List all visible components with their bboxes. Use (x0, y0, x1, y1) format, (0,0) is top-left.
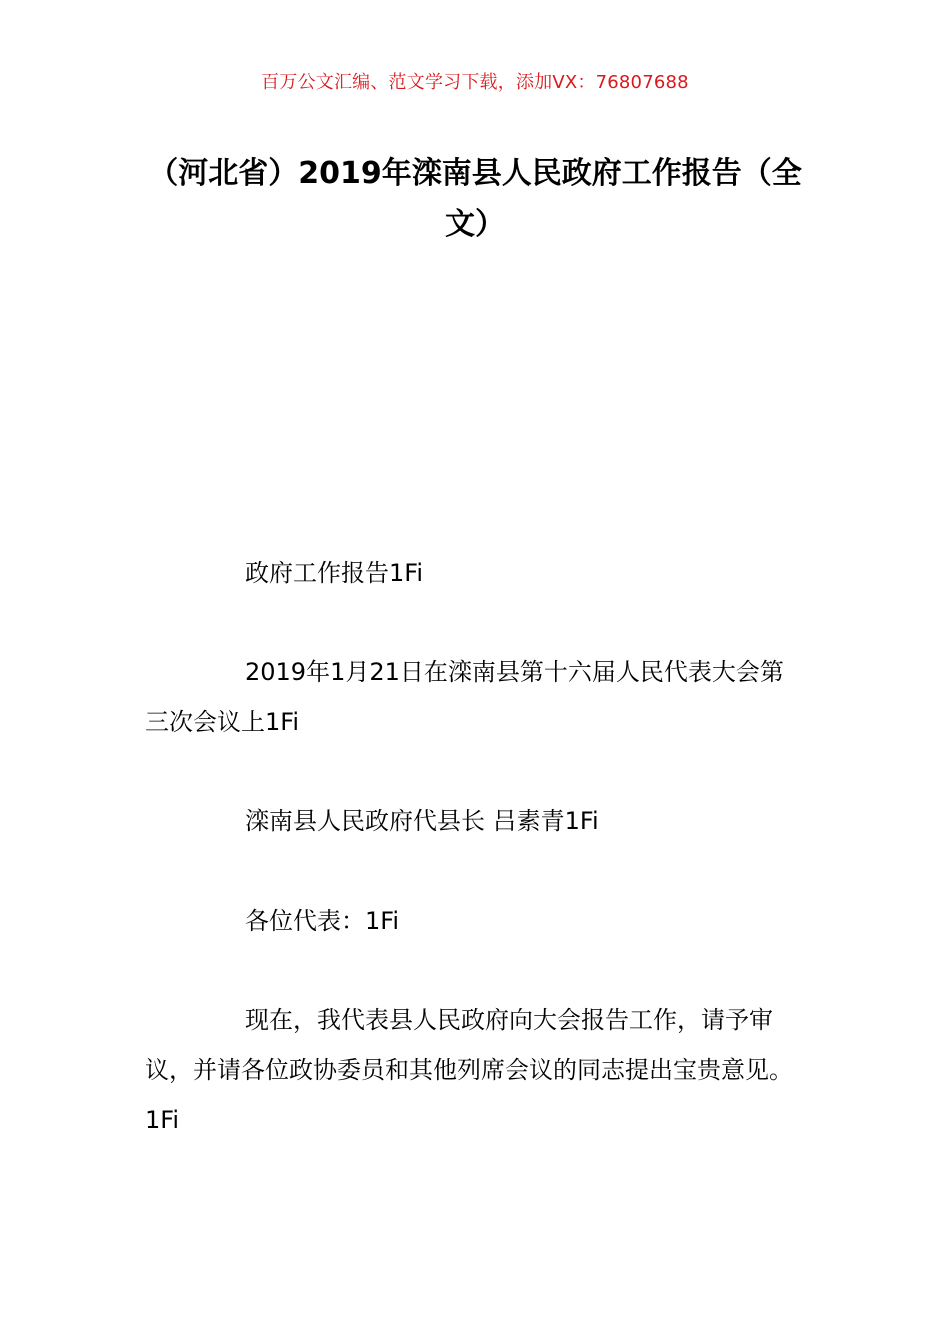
document-title: （河北省）2019年滦南县人民政府工作报告（全文） (148, 156, 802, 242)
paragraph-report-heading (145, 548, 807, 598)
paragraph-speaker (145, 796, 807, 846)
paragraph-opening (145, 995, 807, 1145)
paragraph-text: 现在，我代表县人民政府向大会报告工作，请予审议，并请各位政协委员和其他列席会议的同志提出宝贵意见。1Fi (145, 1006, 793, 1134)
paragraph-text: 政府工作报告1Fi (245, 559, 423, 587)
paragraph-text: 滦南县人民政府代县长 吕素青1Fi (245, 807, 599, 835)
paragraph-text: 2019年1月21日在滦南县第十六届人民代表大会第三次会议上1Fi (145, 658, 784, 736)
paragraph-meeting-date (145, 647, 807, 747)
paragraph-text: 各位代表：1Fi (245, 907, 399, 935)
header-note: 百万公文汇编、范文学习下载，添加VX：76807688 (261, 72, 689, 93)
paragraph-salutation (145, 896, 807, 946)
